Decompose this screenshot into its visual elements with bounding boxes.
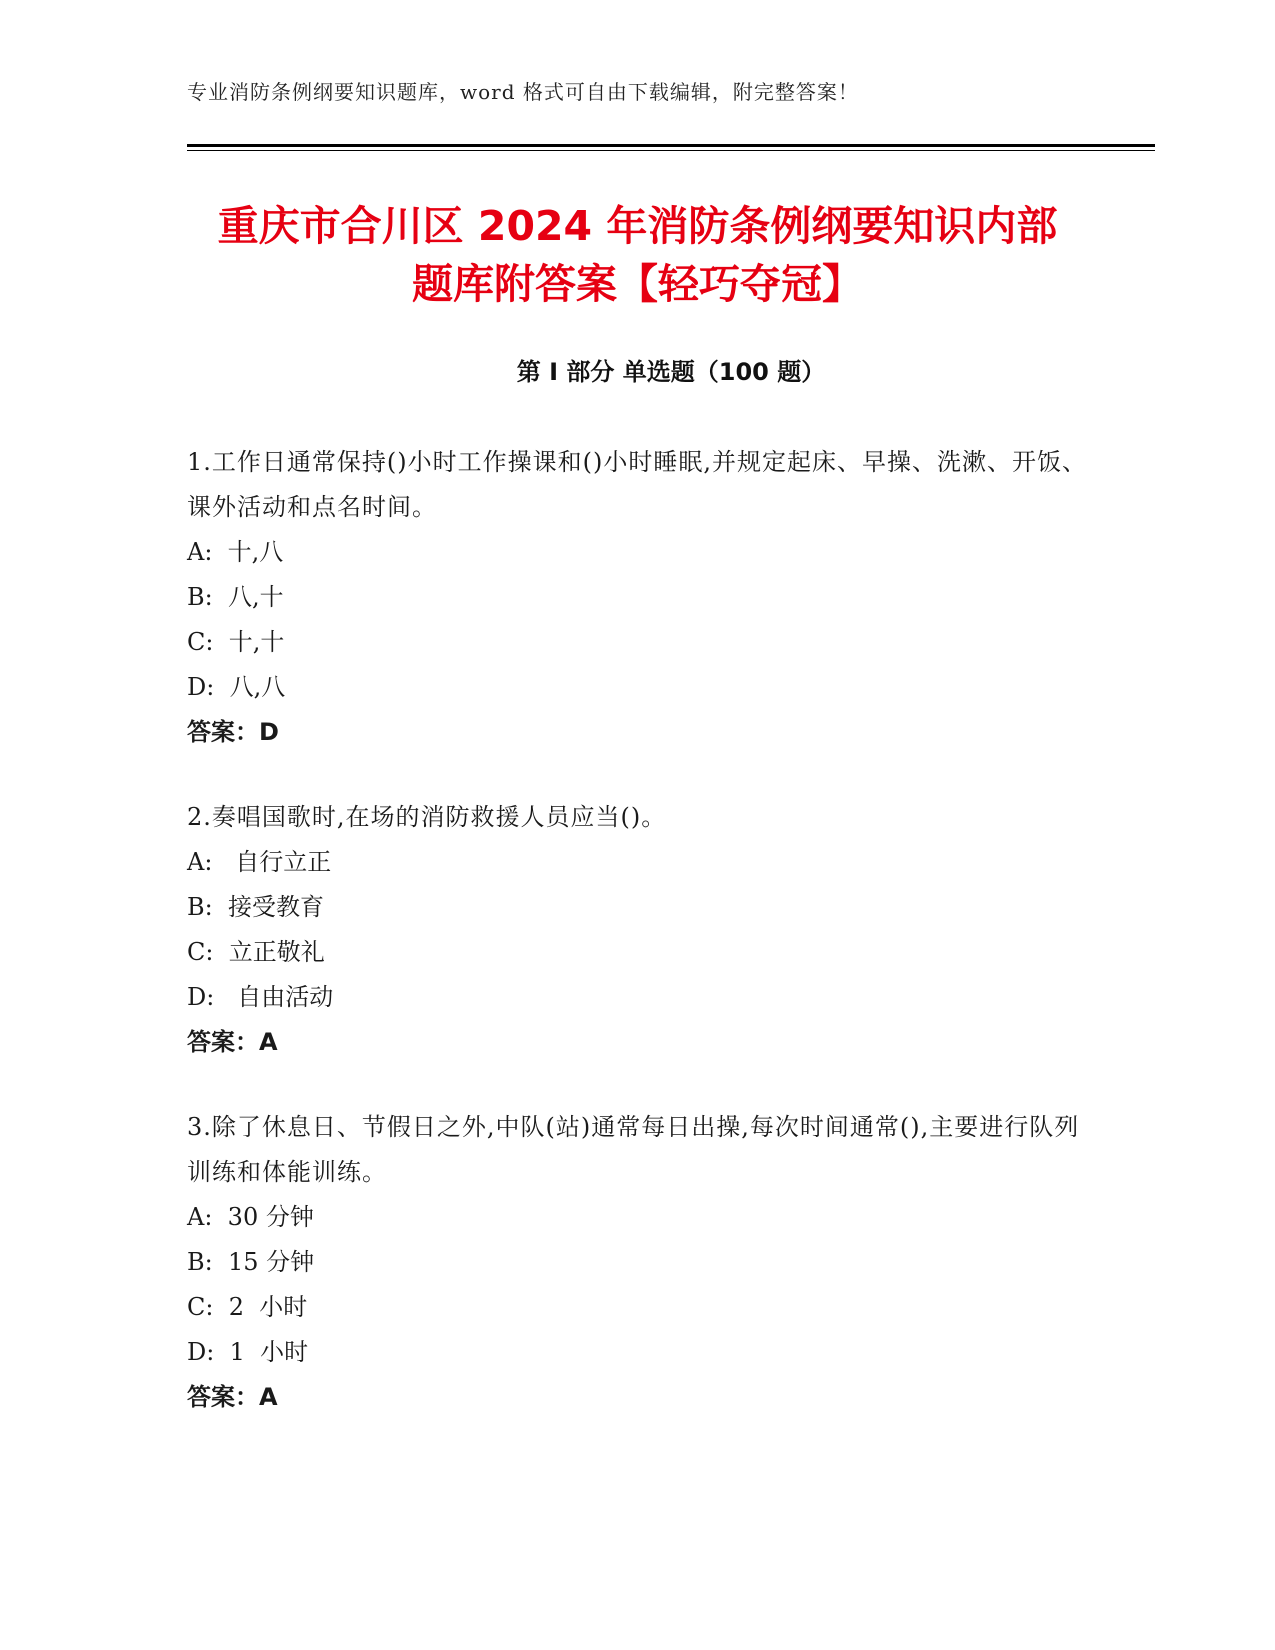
- question-1: [187, 440, 1087, 755]
- question-3-option-b: B: 15 分钟: [187, 1248, 315, 1276]
- document-title: [150, 197, 1125, 313]
- question-1-option-b: B: 八,十: [187, 583, 284, 611]
- header-rule-thick: [187, 144, 1155, 147]
- question-2: [187, 795, 1087, 1065]
- question-3-answer: 答案：A: [187, 1383, 278, 1411]
- question-2-option-b: B: 接受教育: [187, 893, 324, 921]
- question-3-option-a: A: 30 分钟: [187, 1203, 314, 1231]
- question-1-option-c: C: 十,十: [187, 628, 285, 656]
- question-3-option-d: D: 1 小时: [187, 1338, 309, 1366]
- header-note: 专业消防条例纲要知识题库，word 格式可自由下载编辑，附完整答案！: [187, 80, 859, 104]
- document-title-line1: 重庆市合川区 2024 年消防条例纲要知识内部: [217, 202, 1058, 250]
- question-2-option-d: D: 自由活动: [187, 983, 334, 1011]
- question-1-stem: 1.工作日通常保持()小时工作操课和()小时睡眠,并规定起床、早操、洗漱、开饭、课外活动和点名时间。: [187, 448, 1087, 521]
- section-title: 第 I 部分 单选题（100 题）: [516, 358, 826, 386]
- question-3: [187, 1105, 1087, 1420]
- question-1-option-d: D: 八,八: [187, 673, 286, 701]
- question-3-stem: 3.除了休息日、节假日之外,中队(站)通常每日出操,每次时间通常(),主要进行队列训练和体能训练。: [187, 1113, 1080, 1186]
- question-2-option-c: C: 立正敬礼: [187, 938, 325, 966]
- document-title-line2: 题库附答案【轻巧夺冠】: [412, 260, 863, 308]
- question-2-stem: 2.奏唱国歌时,在场的消防救援人员应当()。: [187, 803, 667, 831]
- question-1-answer: 答案：D: [187, 718, 279, 746]
- header-rule-thin: [187, 150, 1155, 151]
- question-2-answer: 答案：A: [187, 1028, 278, 1056]
- question-2-option-a: A: 自行立正: [187, 848, 332, 876]
- question-1-option-a: A: 十,八: [187, 538, 284, 566]
- question-3-option-c: C: 2 小时: [187, 1293, 308, 1321]
